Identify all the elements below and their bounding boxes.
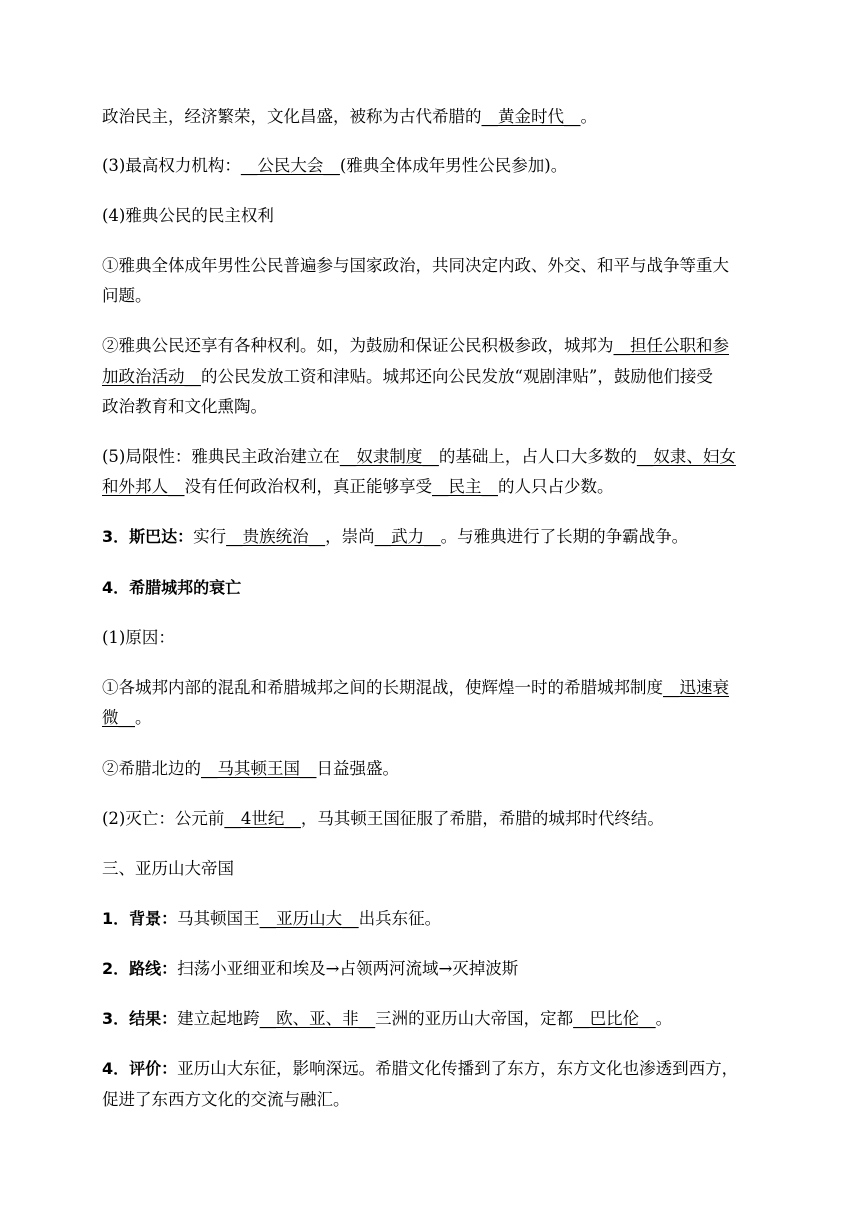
section-heading: 1．背景： bbox=[102, 909, 178, 928]
text-run: 。 bbox=[655, 1009, 673, 1028]
text-line bbox=[102, 677, 762, 699]
text-line bbox=[102, 1008, 762, 1030]
text-run: 的人只占少数。 bbox=[498, 477, 614, 496]
text-run: (4)雅典公民的民主权利 bbox=[102, 206, 274, 225]
answer-blank: 微__ bbox=[102, 708, 135, 727]
answer-blank: __民主__ bbox=[432, 477, 498, 496]
text-line bbox=[102, 858, 762, 880]
text-line bbox=[102, 958, 762, 980]
text-run: 。 bbox=[580, 107, 597, 126]
text-line bbox=[102, 1058, 762, 1080]
text-run: 建立起地跨 bbox=[177, 1009, 260, 1028]
answer-blank: __担任公职和参 bbox=[613, 336, 729, 355]
text-run: 促进了东西方文化的交流与融汇。 bbox=[102, 1090, 350, 1109]
answer-blank: __马其顿王国__ bbox=[201, 759, 317, 778]
text-run: 三洲的亚历山大帝国，定都 bbox=[375, 1009, 574, 1028]
answer-blank: __奴隶制度__ bbox=[339, 447, 439, 466]
text-line bbox=[102, 758, 762, 780]
answer-blank: __黄金时代__ bbox=[481, 107, 581, 126]
answer-blank: __公民大会__ bbox=[240, 156, 340, 175]
answer-blank: __贵族统治__ bbox=[226, 527, 326, 546]
answer-blank: __欧、亚、非__ bbox=[259, 1009, 376, 1028]
section-heading: 3．斯巴达： bbox=[102, 527, 194, 546]
text-line bbox=[102, 285, 762, 307]
text-line bbox=[102, 526, 762, 548]
answer-blank: __亚历山大__ bbox=[259, 909, 359, 928]
text-run: ，崇尚 bbox=[325, 527, 375, 546]
answer-blank: 加政治活动__ bbox=[102, 367, 201, 386]
text-line bbox=[102, 1089, 762, 1111]
text-run: 出兵东征。 bbox=[358, 909, 442, 928]
answer-blank: __武力__ bbox=[374, 527, 441, 546]
answer-blank: __奴隶、妇女 bbox=[636, 447, 736, 466]
text-line bbox=[102, 396, 762, 418]
text-run: ②希腊北边的 bbox=[102, 759, 201, 778]
text-run: ①各城邦内部的混乱和希腊城邦之间的长期混战，使辉煌一时的希腊城邦制度 bbox=[102, 678, 663, 697]
text-run: 政治教育和文化熏陶。 bbox=[102, 397, 267, 416]
answer-blank: __迅速衰 bbox=[663, 678, 729, 697]
section-heading: 3．结果： bbox=[102, 1009, 178, 1028]
section-heading: 4．希腊城邦的衰亡 bbox=[102, 578, 242, 597]
text-run: ，马其顿王国征服了希腊，希腊的城邦时代终结。 bbox=[300, 809, 664, 828]
text-line bbox=[102, 155, 762, 177]
text-line bbox=[102, 707, 762, 729]
text-line bbox=[102, 908, 762, 930]
text-line bbox=[102, 106, 762, 128]
text-line bbox=[102, 335, 762, 357]
text-run: 亚历山大东征，影响深远。希腊文化传播到了东方，东方文化也渗透到西方， bbox=[177, 1059, 739, 1078]
text-line bbox=[102, 476, 762, 498]
text-run: 问题。 bbox=[102, 286, 152, 305]
text-line bbox=[102, 205, 762, 227]
text-run: (1)原因： bbox=[102, 628, 175, 647]
text-run: 政治民主，经济繁荣，文化昌盛，被称为古代希腊的 bbox=[102, 107, 482, 126]
text-run: 扫荡小亚细亚和埃及→占领两河流域→灭掉波斯 bbox=[177, 959, 519, 978]
text-run: ②雅典公民还享有各种权利。如，为鼓励和保证公民积极参政，城邦为 bbox=[102, 336, 614, 355]
text-line bbox=[102, 627, 762, 649]
text-run: ①雅典全体成年男性公民普遍参与国家政治，共同决定内政、外交、和平与战争等重大 bbox=[102, 256, 729, 275]
chapter-heading: 三、亚历山大帝国 bbox=[102, 859, 234, 878]
answer-blank: __4世纪__ bbox=[224, 809, 301, 828]
text-line bbox=[102, 366, 762, 388]
text-run: 。与雅典进行了长期的争霸战争。 bbox=[440, 527, 689, 546]
text-run: (3)最高权力机构： bbox=[102, 156, 241, 175]
text-run: 没有任何政治权利，真正能够享受 bbox=[184, 477, 432, 496]
text-run: 。 bbox=[135, 708, 152, 727]
section-heading: 4．评价： bbox=[102, 1059, 178, 1078]
text-run: 马其顿国王 bbox=[177, 909, 260, 928]
text-line bbox=[102, 808, 762, 830]
answer-blank: __巴比伦__ bbox=[573, 1009, 656, 1028]
text-run: (5)局限性：雅典民主政治建立在 bbox=[102, 447, 340, 466]
text-run: 的公民发放工资和津贴。城邦还向公民发放“观剧津贴”，鼓励他们接受 bbox=[201, 367, 713, 386]
text-run: 实行 bbox=[193, 527, 227, 546]
text-run: (2)灭亡：公元前 bbox=[102, 809, 225, 828]
text-run: (雅典全体成年男性公民参加)。 bbox=[339, 156, 568, 175]
section-heading: 2．路线： bbox=[102, 959, 178, 978]
answer-blank: 和外邦人__ bbox=[102, 477, 185, 496]
text-line bbox=[102, 446, 762, 468]
text-run: 日益强盛。 bbox=[316, 759, 399, 778]
text-run: 的基础上，占人口大多数的 bbox=[438, 447, 637, 466]
text-line bbox=[102, 255, 762, 277]
